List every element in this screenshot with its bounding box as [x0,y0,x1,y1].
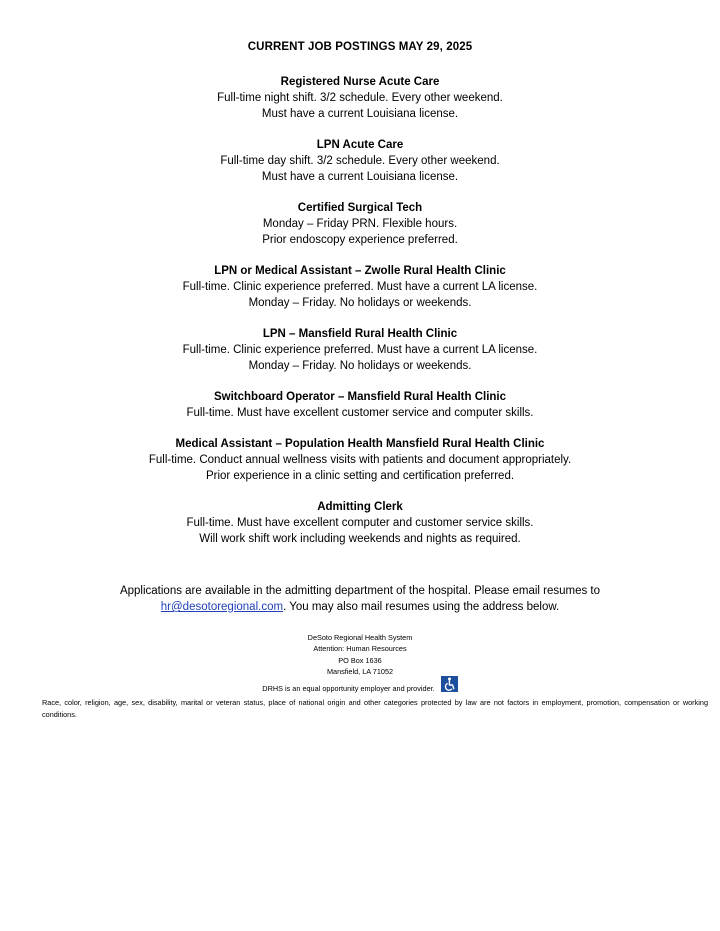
job-detail: Full-time. Conduct annual wellness visits with patients and document appropriately. [148,454,572,466]
job-detail: Full-time. Must have excellent computer and customer service skills. [186,517,534,529]
wheelchair-accessibility-icon [441,676,458,692]
job-detail: Must have a current Louisiana license. [261,171,459,183]
application-line [0,599,720,615]
job-title: Certified Surgical Tech [297,202,423,214]
job-posting [0,436,720,484]
job-posting [0,74,720,122]
address-line: DeSoto Regional Health System [307,633,413,642]
job-title: Medical Assistant – Population Health Mansfield Rural Health Clinic [175,438,545,450]
job-detail: Full-time. Clinic experience preferred. Must have a current LA license. [182,344,538,356]
job-detail: Must have a current Louisiana license. [261,108,459,120]
job-detail: Monday – Friday. No holidays or weekends. [248,297,472,309]
job-title: LPN Acute Care [316,139,404,151]
page-title: CURRENT JOB POSTINGS MAY 29, 2025 [247,41,473,53]
job-posting [0,389,720,421]
job-detail: Full-time. Clinic experience preferred. Must have a current LA license. [182,281,538,293]
job-posting [0,137,720,185]
job-detail: Full-time day shift. 3/2 schedule. Every other weekend. [220,155,500,167]
address-line: PO Box 1636 [338,655,382,665]
job-title: LPN or Medical Assistant – Zwolle Rural Health Clinic [214,265,506,277]
job-title: Switchboard Operator – Mansfield Rural Health Clinic [213,391,507,403]
application-line-rest: . You may also mail resumes using the address below. [283,601,560,613]
job-detail: Full-time. Must have excellent customer service and computer skills. [186,407,534,419]
job-posting [0,499,720,547]
job-posting [0,263,720,311]
job-title: Registered Nurse Acute Care [280,76,440,88]
email-link[interactable]: hr@desotoregional.com [160,601,284,613]
job-detail: Full-time night shift. 3/2 schedule. Every other weekend. [217,92,503,104]
mailing-address [0,632,720,678]
job-title: LPN – Mansfield Rural Health Clinic [262,328,458,340]
job-detail: Prior experience in a clinic setting and certification preferred. [205,470,515,482]
equal-opportunity-statement [0,683,720,695]
address-line: Attention: Human Resources [313,644,407,654]
job-detail: Monday – Friday PRN. Flexible hours. [262,218,458,230]
non-discrimination-disclaimer: Race, color, religion, age, sex, disability, marital or veteran status, place of national origin and other categories protected by law are not factors in employment, promotion, compensation or working conditions. [42,698,708,719]
job-posting [0,326,720,374]
address-line: Mansfield, LA 71052 [326,667,394,677]
job-detail: Prior endoscopy experience preferred. [262,234,458,246]
application-line: Applications are available in the admitting department of the hospital. Please email resumes to [119,585,601,597]
job-posting [0,200,720,248]
job-detail: Monday – Friday. No holidays or weekends. [248,360,472,372]
job-title: Admitting Clerk [317,501,403,513]
application-instructions [0,583,720,615]
job-detail: Will work shift work including weekends and nights as required. [199,533,521,545]
eeo-text: DRHS is an equal opportunity employer and provider. [262,684,435,693]
